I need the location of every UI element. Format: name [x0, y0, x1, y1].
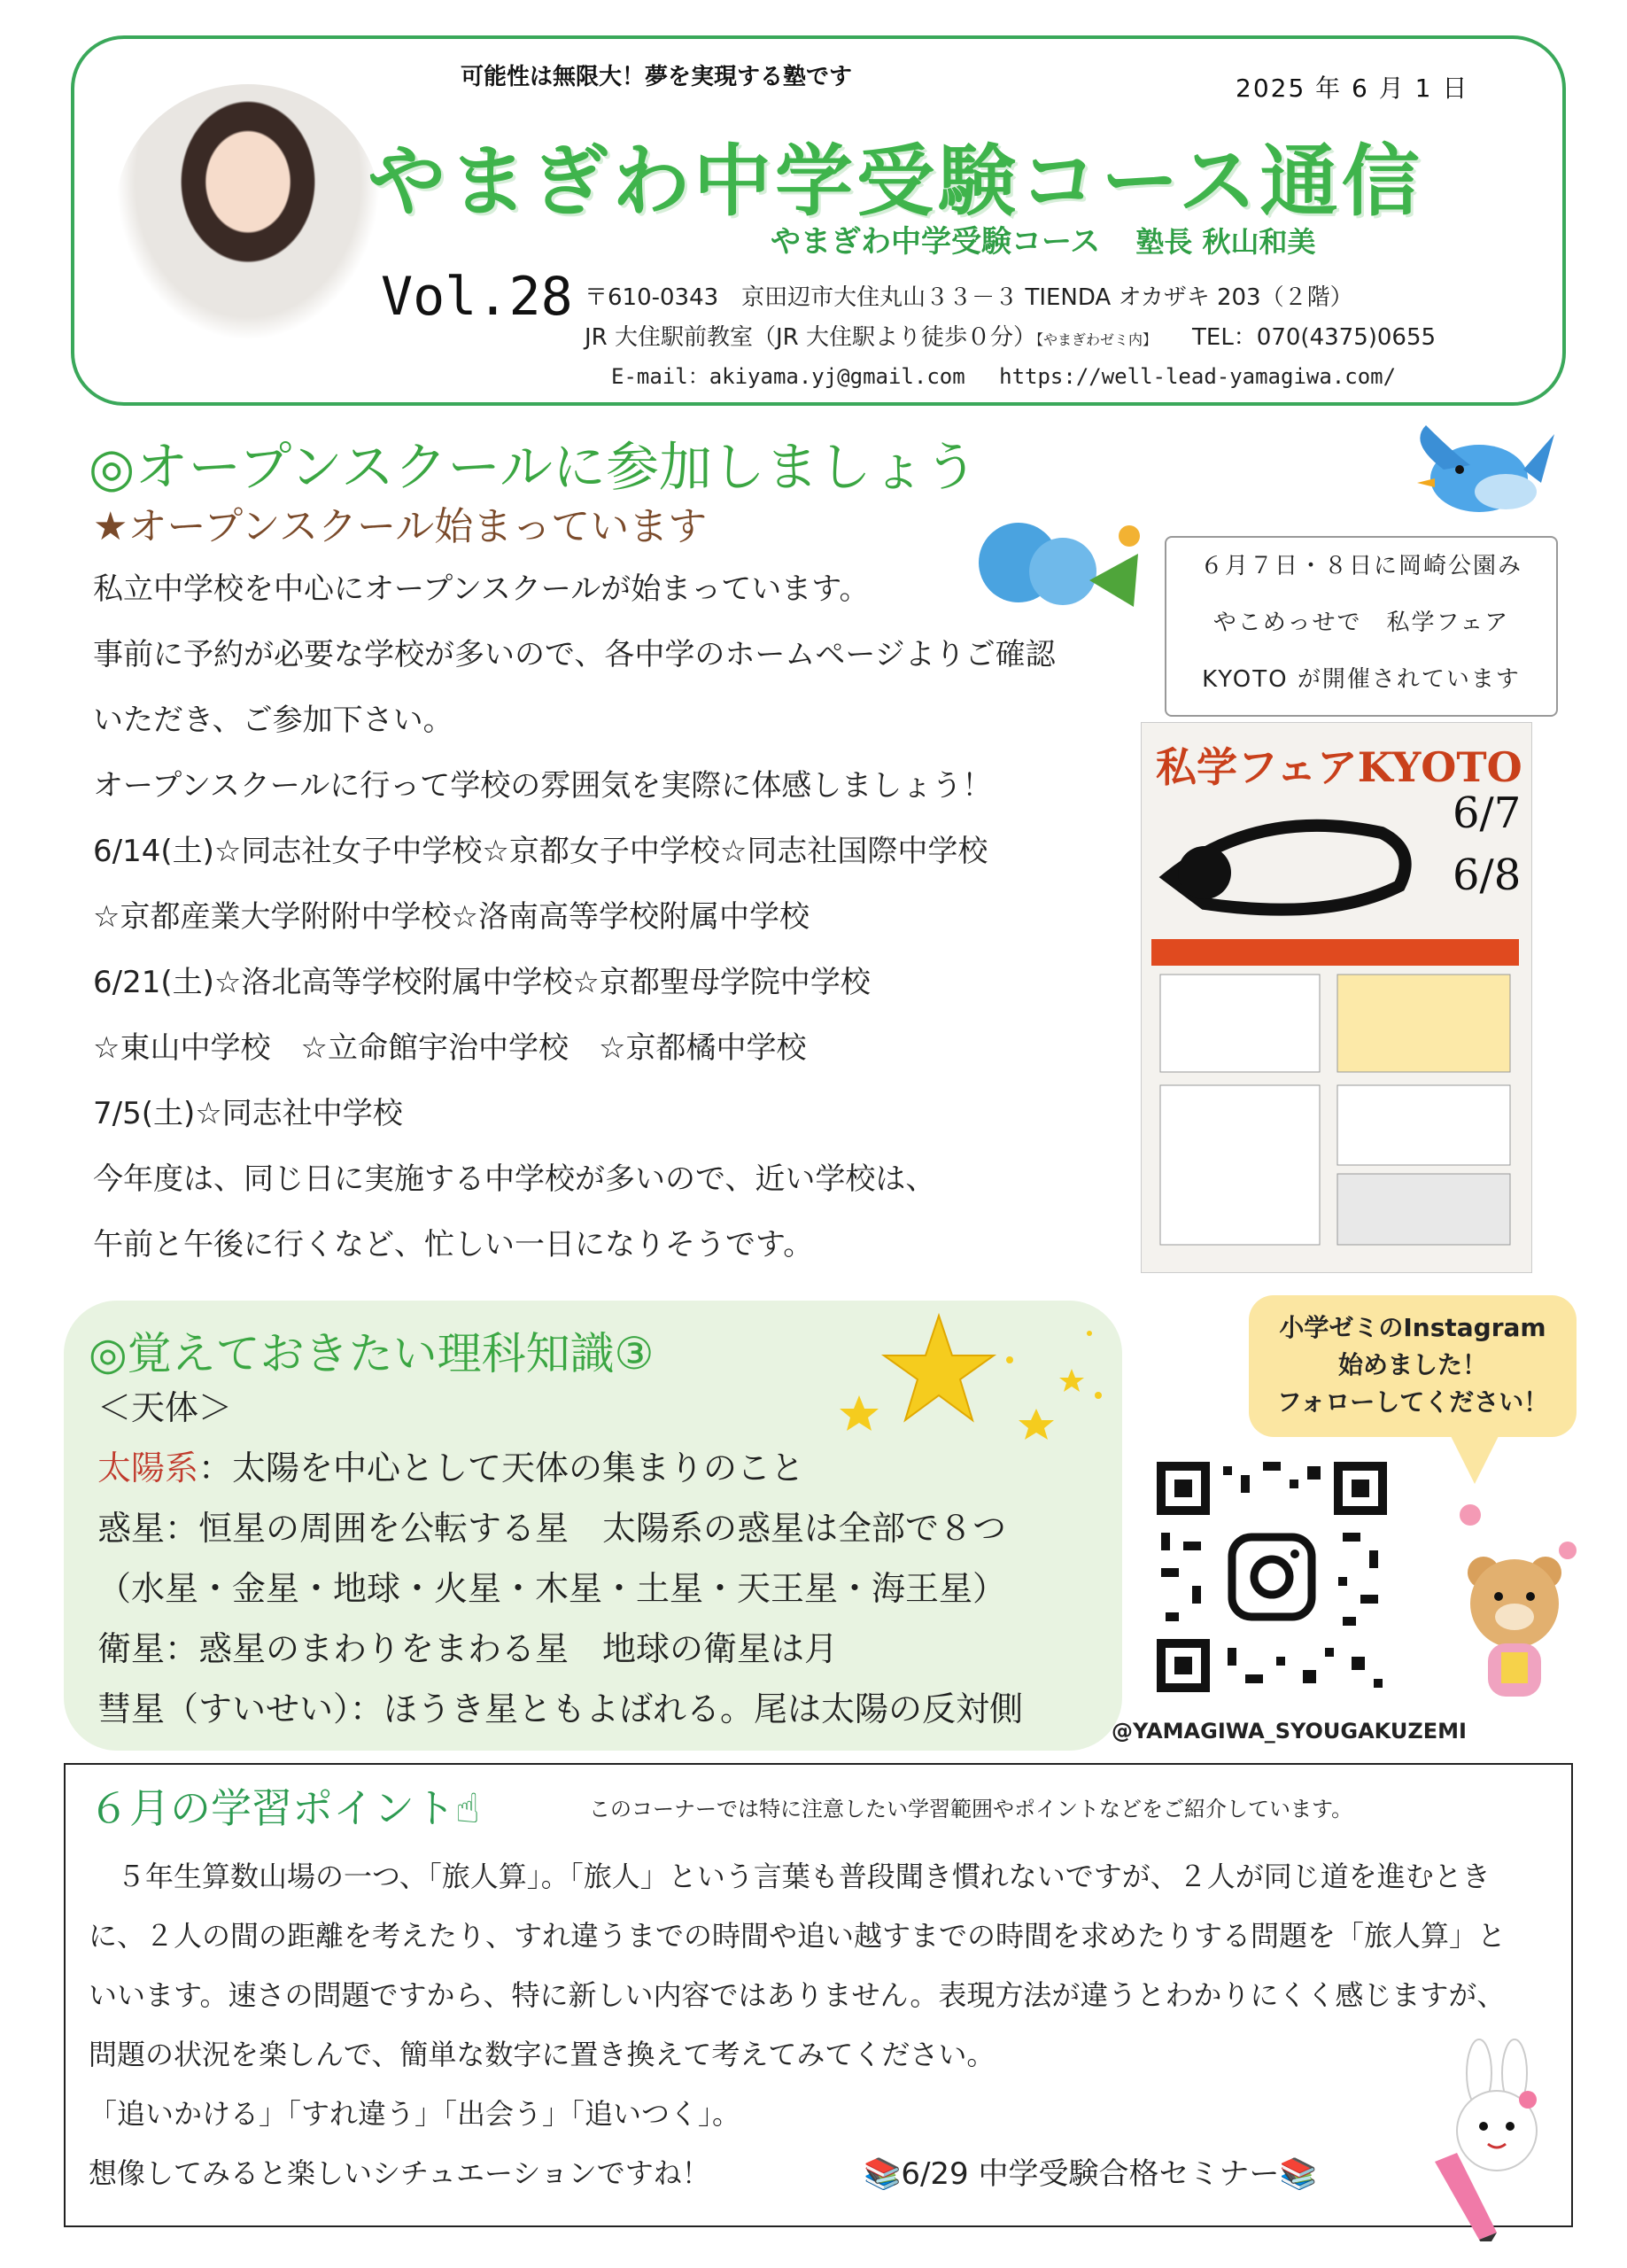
classroom-label: JR 大住駅前教室（JR 大住駅より徒歩０分）: [585, 324, 1036, 351]
contact-links[interactable]: E-mail：akiyama.yj@gmail.com https://well-lead-yamagiwa.com/: [611, 364, 1397, 389]
body-line: 事前に予約が必要な学校が多いので、各中学のホームページよりご確認: [93, 637, 1056, 672]
head-teacher: 塾長 秋山和美: [1135, 225, 1316, 259]
fair-note-line: KYOTO が開催されています: [1202, 666, 1521, 693]
bubble-line: フォローしてください！: [1276, 1387, 1549, 1417]
science-satellite: 衛星：惑星のまわりをまわる星 地球の衛星は月: [97, 1629, 839, 1668]
science-planet: 惑星：恒星の周囲を公転する星 太陽系の惑星は全部で８つ: [97, 1509, 1007, 1548]
stars-icon: [833, 1307, 1107, 1449]
poster-date: 6/8: [1453, 850, 1522, 900]
body-line: ☆東山中学校 ☆立命館宇治中学校 ☆京都橘中学校: [93, 1030, 807, 1066]
course-name: [771, 217, 1315, 260]
june-heading: ６月の学習ポイント☝: [89, 1784, 481, 1832]
solar-term: 太陽系: [97, 1449, 199, 1487]
june-line: ５年生算数山場の一つ、「旅人算」。「旅人」という言葉も普段聞き慣れないですが、２人が同じ道を進むとき: [89, 1860, 1491, 1893]
science-heading: ◎覚えておきたい理科知識③: [89, 1328, 655, 1379]
bunny-pencil-icon: [1417, 2038, 1568, 2241]
fair-note-line: ６月７日・８日に岡崎公園み: [1199, 553, 1522, 579]
june-line: 問題の状況を楽しんで、簡単な数字に置き換えて考えてみてください。: [89, 2038, 996, 2071]
fair-note: [1165, 536, 1558, 717]
open-school-heading: ◎オープンスクールに参加しましょう: [89, 437, 978, 499]
bubble-tail: [1448, 1431, 1501, 1484]
solar-definition: ：太陽を中心として天体の集まりのこと: [198, 1449, 805, 1487]
june-line: に、２人の間の距離を考えたり、すれ違うまでの時間や追い越すまでの時間を求めたりする問題を「旅人算」と: [89, 1919, 1507, 1953]
bear-icon: [1435, 1488, 1585, 1710]
fair-note-line: やこめっせで 私学フェア: [1213, 610, 1510, 636]
principal-photo: [115, 84, 381, 341]
bubble-line: 始めました！: [1337, 1350, 1487, 1379]
body-line: ☆京都産業大学附附中学校☆洛南高等学校附属中学校: [93, 899, 810, 935]
volume-number: Vol.28: [381, 266, 573, 328]
course-label: やまぎわ中学受験コース: [771, 224, 1101, 260]
body-line: 午前と午後に行くなど、忙しい一日になりそうです。: [93, 1227, 814, 1262]
body-line: 6/14(土)☆同志社女子中学校☆京都女子中学校☆同志社国際中学校: [93, 834, 988, 869]
issue-date: 2025 年 6 月 1 日: [1236, 74, 1469, 103]
bubble-line: 小学ゼミのInstagram: [1279, 1313, 1546, 1342]
june-line: いいます。速さの問題ですから、特に新しい内容ではありません。表現方法が違うとわかりにくく感じますが、: [89, 1978, 1506, 2012]
body-line: オープンスクールに行って学校の雰囲気を実際に体感しましょう！: [93, 768, 993, 804]
science-topic: ＜天体＞: [97, 1388, 233, 1427]
poster-date: 6/7: [1453, 788, 1522, 838]
classroom-note: 【やまぎわゼミ内】: [1036, 331, 1158, 348]
open-school-subheading: ★オープンスクール始まっています: [93, 504, 708, 549]
june-line: 「追いかける」「すれ違う」「出会う」「追いつく」。: [89, 2097, 741, 2131]
newsletter-title: やまぎわ中学受験コース通信: [368, 136, 1423, 227]
address: 〒610-0343 京田辺市大住丸山３３－３ TIENDA オカザキ 203（２階）: [585, 284, 1353, 311]
body-line: 7/5(土)☆同志社中学校: [93, 1096, 403, 1131]
body-line: 今年度は、同じ日に実施する中学校が多いので、近い学校は、: [93, 1161, 936, 1197]
bluebird-icon: [1408, 416, 1559, 523]
instagram-qr-code[interactable]: [1148, 1453, 1396, 1701]
tagline: 可能性は無限大！夢を実現する塾です: [461, 64, 853, 90]
body-line: 私立中学校を中心にオープンスクールが始まっています。: [93, 571, 870, 607]
poster-title: 私学フェアKYOTO: [1156, 743, 1522, 791]
open-school-body: [93, 556, 1156, 1278]
body-line: 6/21(土)☆洛北高等学校附属中学校☆京都聖母学院中学校: [93, 965, 871, 1000]
body-line: いただき、ご参加下さい。: [93, 703, 453, 738]
poster-brush-art: [1151, 797, 1444, 930]
telephone: TEL：070(4375)0655: [1192, 324, 1437, 351]
june-line: 想像してみると楽しいシチュエーションですね！: [89, 2156, 710, 2190]
seminar-announcement: 📚6/29 中学受験合格セミナー📚: [864, 2156, 1317, 2192]
classroom-info: [585, 319, 1436, 352]
june-note: このコーナーでは特に注意したい学習範囲やポイントなどをご紹介しています。: [589, 1797, 1353, 1821]
science-planet-list: （水星・金星・地球・火星・木星・土星・天王星・海王星）: [97, 1569, 1007, 1608]
poster-details: [1151, 939, 1519, 1258]
hydrangea-icon: [965, 518, 1143, 616]
instagram-announcement: [1249, 1309, 1577, 1421]
science-comet: 彗星（すいせい）：ほうき星ともよばれる。尾は太陽の反対側: [97, 1689, 1024, 1728]
instagram-handle[interactable]: @YAMAGIWA_SYOUGAKUZEMI: [1112, 1719, 1467, 1744]
